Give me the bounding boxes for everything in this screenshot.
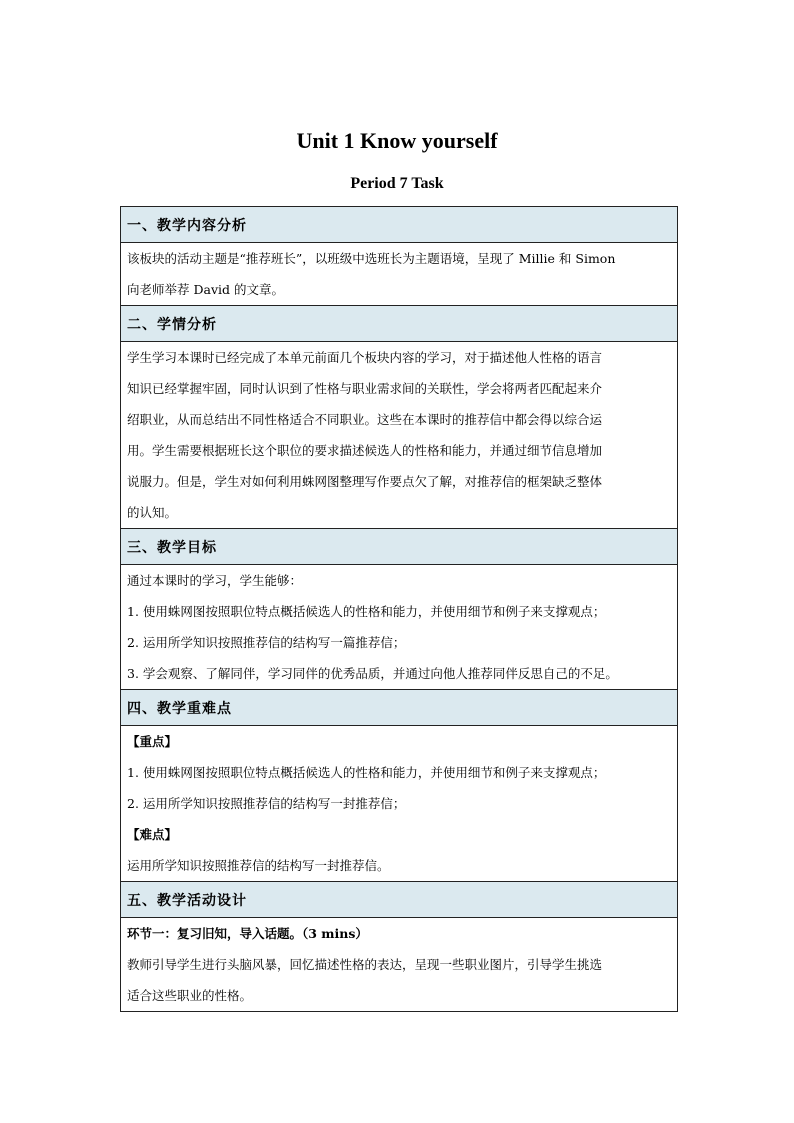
section-body-activity-design — [121, 918, 678, 1012]
text-line: 2. 运用所学知识按照推荐信的结构写一篇推荐信； — [127, 635, 406, 650]
section-body-objectives — [121, 565, 678, 690]
text-line: 通过本课时的学习，学生能够： — [127, 573, 303, 588]
text-line: 说服力。但是，学生对如何利用蛛网图整理写作要点欠了解，对推荐信的框架缺乏整体 — [127, 474, 603, 489]
document-subtitle: Period 7 Task — [350, 175, 444, 192]
text-line: 适合这些职业的性格。 — [127, 988, 253, 1003]
document-title: Unit 1 Know yourself — [296, 128, 498, 153]
section-header-row — [121, 529, 678, 565]
text-line: 教师引导学生进行头脑风暴，回忆描述性格的表达，呈现一些职业图片，引导学生挑选 — [127, 957, 603, 972]
section-header-row — [121, 690, 678, 726]
text-line: 该板块的活动主题是“推荐班长”，以班级中选班长为主题语境，呈现了 Millie 和 Simon — [127, 251, 616, 266]
text-line: 1. 使用蛛网图按照职位特点概括候选人的性格和能力，并使用细节和例子来支撑观点； — [127, 765, 606, 780]
section-heading-learner-analysis: 二、学情分析 — [121, 306, 678, 342]
section-heading-key-difficult-points: 四、教学重难点 — [121, 690, 678, 726]
section-body-row — [121, 243, 678, 306]
text-line: 向老师举荐 David 的文章。 — [127, 282, 284, 297]
lesson-plan-table — [120, 206, 678, 1012]
text-line: 用。学生需要根据班长这个职位的要求描述候选人的性格和能力，并通过细节信息增加 — [127, 443, 603, 458]
text-line: 绍职业，从而总结出不同性格适合不同职业。这些在本课时的推荐信中都会得以综合运 — [127, 412, 603, 427]
key-points-label: 【重点】 — [127, 734, 178, 749]
text-line: 的认知。 — [127, 505, 178, 520]
section-header-row — [121, 207, 678, 243]
text-line: 1. 使用蛛网图按照职位特点概括候选人的性格和能力，并使用细节和例子来支撑观点； — [127, 604, 606, 619]
difficult-points-label: 【难点】 — [127, 827, 178, 842]
section-header-row — [121, 882, 678, 918]
text-line: 运用所学知识按照推荐信的结构写一封推荐信。 — [127, 858, 390, 873]
section-body-row — [121, 918, 678, 1012]
section-heading-objectives: 三、教学目标 — [121, 529, 678, 565]
section-body-row — [121, 726, 678, 882]
text-line: 2. 运用所学知识按照推荐信的结构写一封推荐信； — [127, 796, 406, 811]
section-body-row — [121, 342, 678, 529]
section-heading-content-analysis: 一、教学内容分析 — [121, 207, 678, 243]
section-body-learner-analysis — [121, 342, 678, 529]
text-line: 学生学习本课时已经完成了本单元前面几个板块内容的学习，对于描述他人性格的语言 — [127, 350, 603, 365]
section-body-row — [121, 565, 678, 690]
step-title: 环节一：复习旧知，导入话题。（3 mins） — [127, 926, 368, 941]
section-body-content-analysis — [121, 243, 678, 306]
text-line: 知识已经掌握牢固，同时认识到了性格与职业需求间的关联性，学会将两者匹配起来介 — [127, 381, 603, 396]
text-line: 3. 学会观察、了解同伴，学习同伴的优秀品质，并通过向他人推荐同伴反思自己的不足。 — [127, 666, 618, 681]
section-heading-activity-design: 五、教学活动设计 — [121, 882, 678, 918]
section-header-row — [121, 306, 678, 342]
section-body-key-difficult-points — [121, 726, 678, 882]
